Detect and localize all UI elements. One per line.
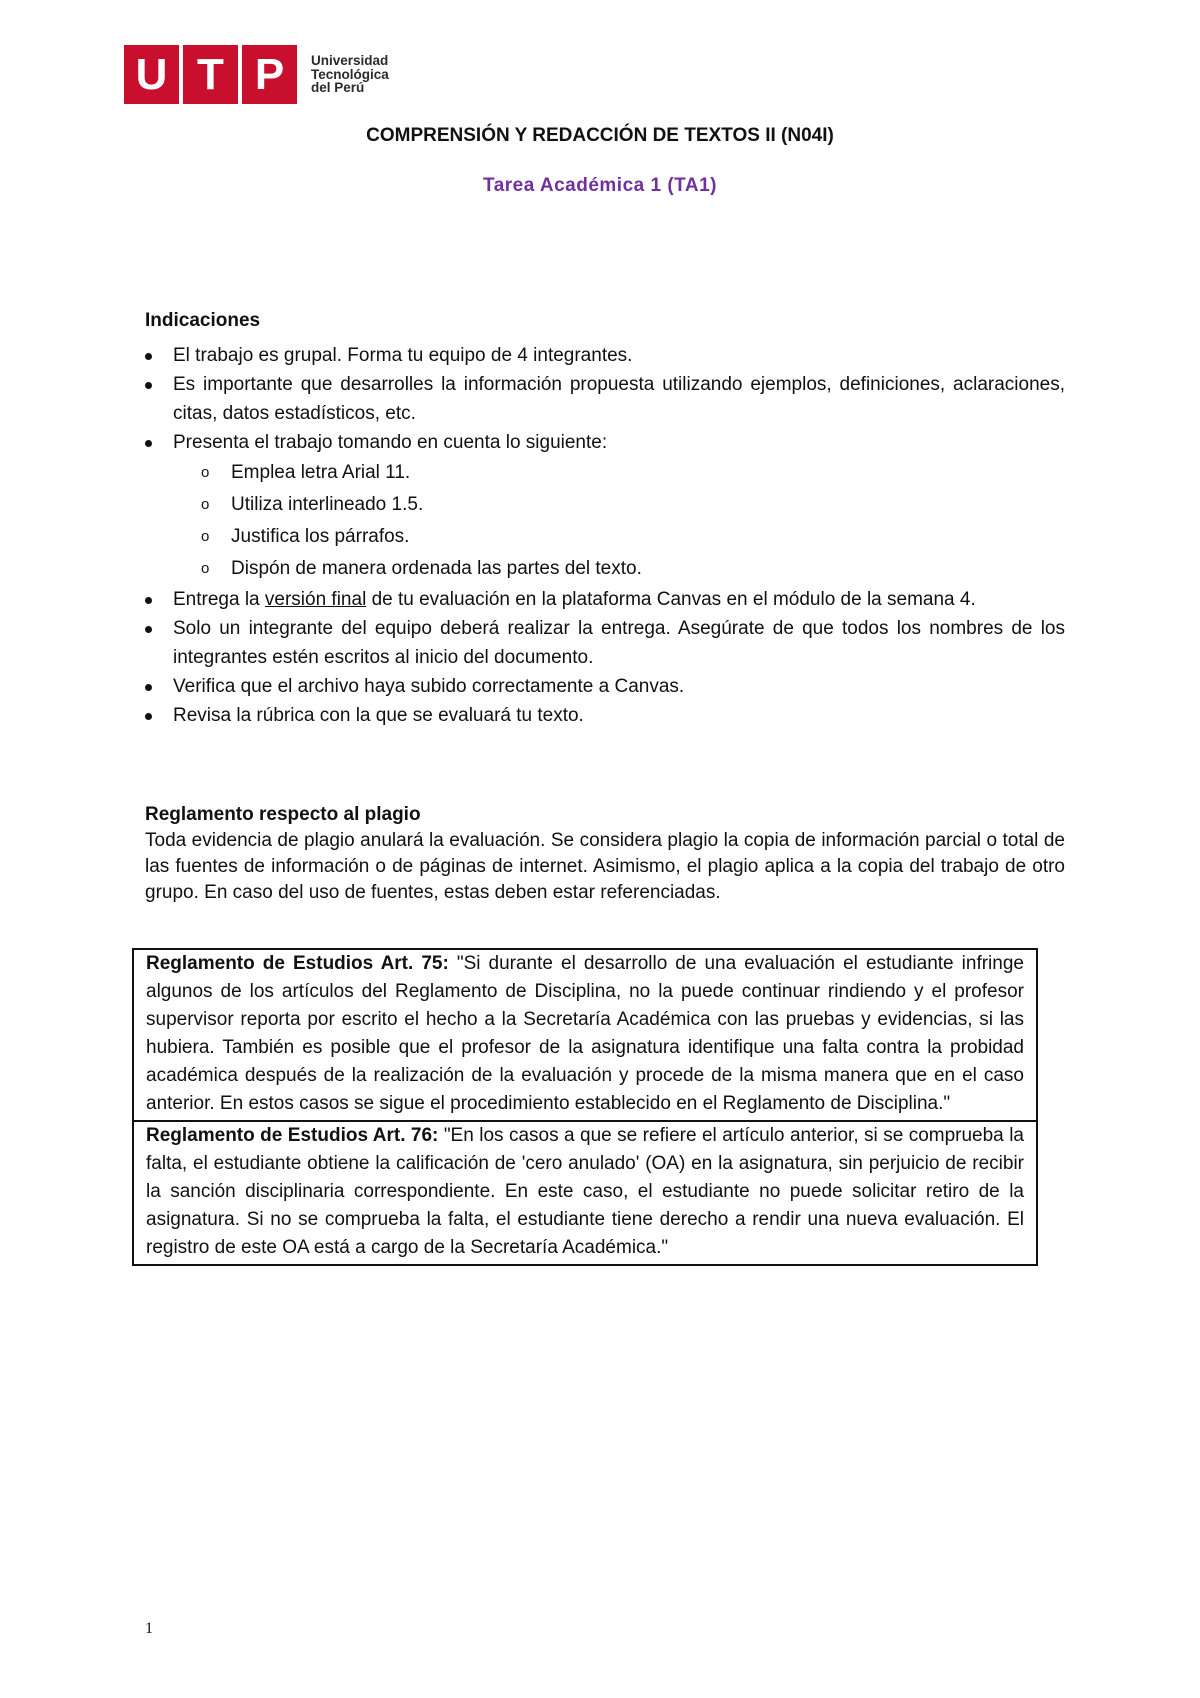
format-sublist	[173, 457, 1065, 585]
reglamento-table	[132, 948, 1038, 1266]
article-label: Reglamento de Estudios Art. 76:	[146, 1125, 439, 1146]
list-item	[145, 428, 1065, 585]
indicaciones-heading: Indicaciones	[145, 310, 261, 331]
sub-list-item: o Justifica los párrafos.	[173, 521, 1065, 553]
list-item: El trabajo es grupal. Forma tu equipo de 4 integrantes.	[145, 341, 1065, 370]
logo-letter-u: U	[135, 49, 168, 99]
indicaciones-list	[145, 341, 1065, 730]
list-item: Es importante que desarrolles la información propuesta utilizando ejemplos, definiciones, aclaraciones, citas, datos estadísticos, etc.	[145, 370, 1065, 428]
sub-list-item: o Emplea letra Arial 11.	[173, 457, 1065, 489]
entrega-text-after: de tu evaluación en la plataforma Canvas en el módulo de la semana 4.	[366, 589, 976, 610]
plagio-heading: Reglamento respecto al plagio	[145, 804, 421, 825]
article-text: "Si durante el desarrollo de una evaluación el estudiante infringe algunos de los artículos del Reglamento de Disciplina, no la puede continuar rindiendo y el profesor supervisor reporta por escrito el hecho a la Secretaría Académica con las pruebas y evidencias, si las hubiera. También es posible que el profesor de la asignatura identifique una falta contra la probidad académica después de la realización de la evaluación y procede de la misma manera que en el caso anterior. En estos casos se sigue el procedimiento establecido en el Reglamento de Disciplina."	[146, 953, 1024, 1114]
article-text: "En los casos a que se refiere el artículo anterior, si se comprueba la falta, el estudiante obtiene la calificación de 'cero anulado' (OA) en la asignatura, sin perjuicio de recibir la sanción disciplinaria correspondiente. En este caso, el estudiante no puede solicitar retiro de la asignatura. Si no se comprueba la falta, el estudiante tiene derecho a rendir una nueva evaluación. El registro de este OA está a cargo de la Secretaría Académica."	[146, 1125, 1024, 1258]
logo-wordmark	[311, 54, 389, 95]
logo-text-line: Tecnológica	[311, 66, 389, 82]
utp-logo	[124, 45, 389, 104]
logo-letter-t: T	[197, 49, 224, 99]
list-item	[145, 585, 1065, 614]
sub-list-item: o Utiliza interlineado 1.5.	[173, 489, 1065, 521]
reglamento-article-76	[134, 1120, 1036, 1264]
plagio-paragraph: Toda evidencia de plagio anulará la evaluación. Se considera plagio la copia de información parcial o total de las fuentes de información o de páginas de internet. Asimismo, el plagio aplica a la copia del trabajo de otro grupo. En caso del uso de fuentes, estas deben estar referenciadas.	[145, 830, 1065, 903]
reglamento-article-75	[134, 950, 1036, 1120]
entrega-text-before: Entrega la	[173, 589, 265, 610]
utp-logo-mark	[124, 45, 297, 104]
plagio-section	[145, 802, 1065, 906]
logo-text-line: del Perú	[311, 80, 365, 96]
list-item-text: Presenta el trabajo tomando en cuenta lo siguiente:	[173, 432, 608, 453]
list-item: Revisa la rúbrica con la que se evaluará tu texto.	[145, 701, 1065, 730]
assignment-subtitle: Tarea Académica 1 (TA1)	[483, 175, 717, 196]
article-label: Reglamento de Estudios Art. 75:	[146, 953, 449, 974]
list-item: Verifica que el archivo haya subido correctamente a Canvas.	[145, 672, 1065, 701]
entrega-underlined-text: versión final	[264, 589, 367, 610]
page-number: 1	[145, 1620, 153, 1637]
course-title: COMPRENSIÓN Y REDACCIÓN DE TEXTOS II (N04I)	[366, 125, 834, 146]
indicaciones-section	[145, 306, 1065, 730]
logo-text-line: Universidad	[311, 53, 389, 69]
sub-list-item: o Dispón de manera ordenada las partes del texto.	[173, 553, 1065, 585]
logo-letter-p: P	[254, 49, 285, 99]
list-item: Solo un integrante del equipo deberá realizar la entrega. Asegúrate de que todos los nombres de los integrantes estén escritos al inicio del documento.	[145, 614, 1065, 672]
